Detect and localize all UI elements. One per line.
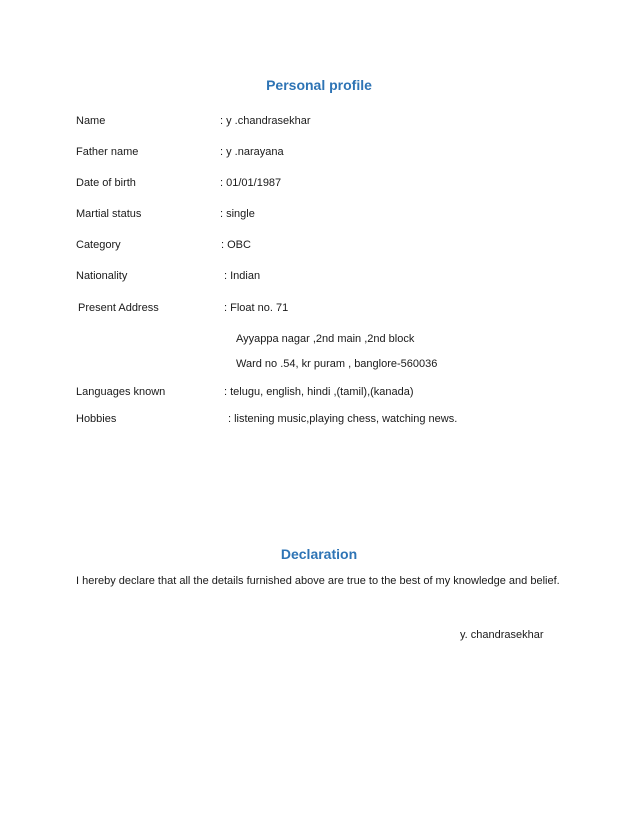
field-label: Martial status <box>76 208 142 220</box>
field-label: Name <box>76 115 106 127</box>
address-line-3 <box>0 356 638 372</box>
field-languages-known <box>0 384 638 400</box>
field-value: : OBC <box>221 239 251 251</box>
field-hobbies <box>0 411 638 427</box>
field-nationality <box>0 268 638 284</box>
field-label: Nationality <box>76 270 128 282</box>
field-martial-status <box>0 206 638 222</box>
field-label: Present Address <box>78 302 159 314</box>
field-name <box>0 113 638 129</box>
field-label: Category <box>76 239 121 251</box>
field-value: : Float no. 71 <box>224 302 289 314</box>
declaration-title: Declaration <box>280 546 358 562</box>
field-value: : listening music,playing chess, watching news. <box>228 413 458 425</box>
field-value: : y .chandrasekhar <box>220 115 311 127</box>
field-value: : y .narayana <box>220 146 284 158</box>
field-date-of-birth <box>0 175 638 191</box>
field-value: Ward no .54, kr puram , banglore-560036 <box>236 358 438 370</box>
field-value: : Indian <box>224 270 261 282</box>
field-category <box>0 237 638 253</box>
field-label: Hobbies <box>76 413 117 425</box>
field-value: : telugu, english, hindi ,(tamil),(kanada) <box>224 386 414 398</box>
field-value: : single <box>220 208 255 220</box>
signature: y. chandrasekhar <box>460 629 544 641</box>
field-value: : 01/01/1987 <box>220 177 282 189</box>
field-label: Languages known <box>76 386 166 398</box>
field-value: Ayyappa nagar ,2nd main ,2nd block <box>236 333 415 345</box>
declaration-text: I hereby declare that all the details furnished above are true to the best of my knowledge and belief. <box>76 575 560 587</box>
field-father-name <box>0 144 638 160</box>
field-label: Father name <box>76 146 139 158</box>
field-label: Date of birth <box>76 177 136 189</box>
field-present-address <box>0 300 638 316</box>
address-line-2 <box>0 331 638 347</box>
page-title: Personal profile <box>266 77 372 93</box>
